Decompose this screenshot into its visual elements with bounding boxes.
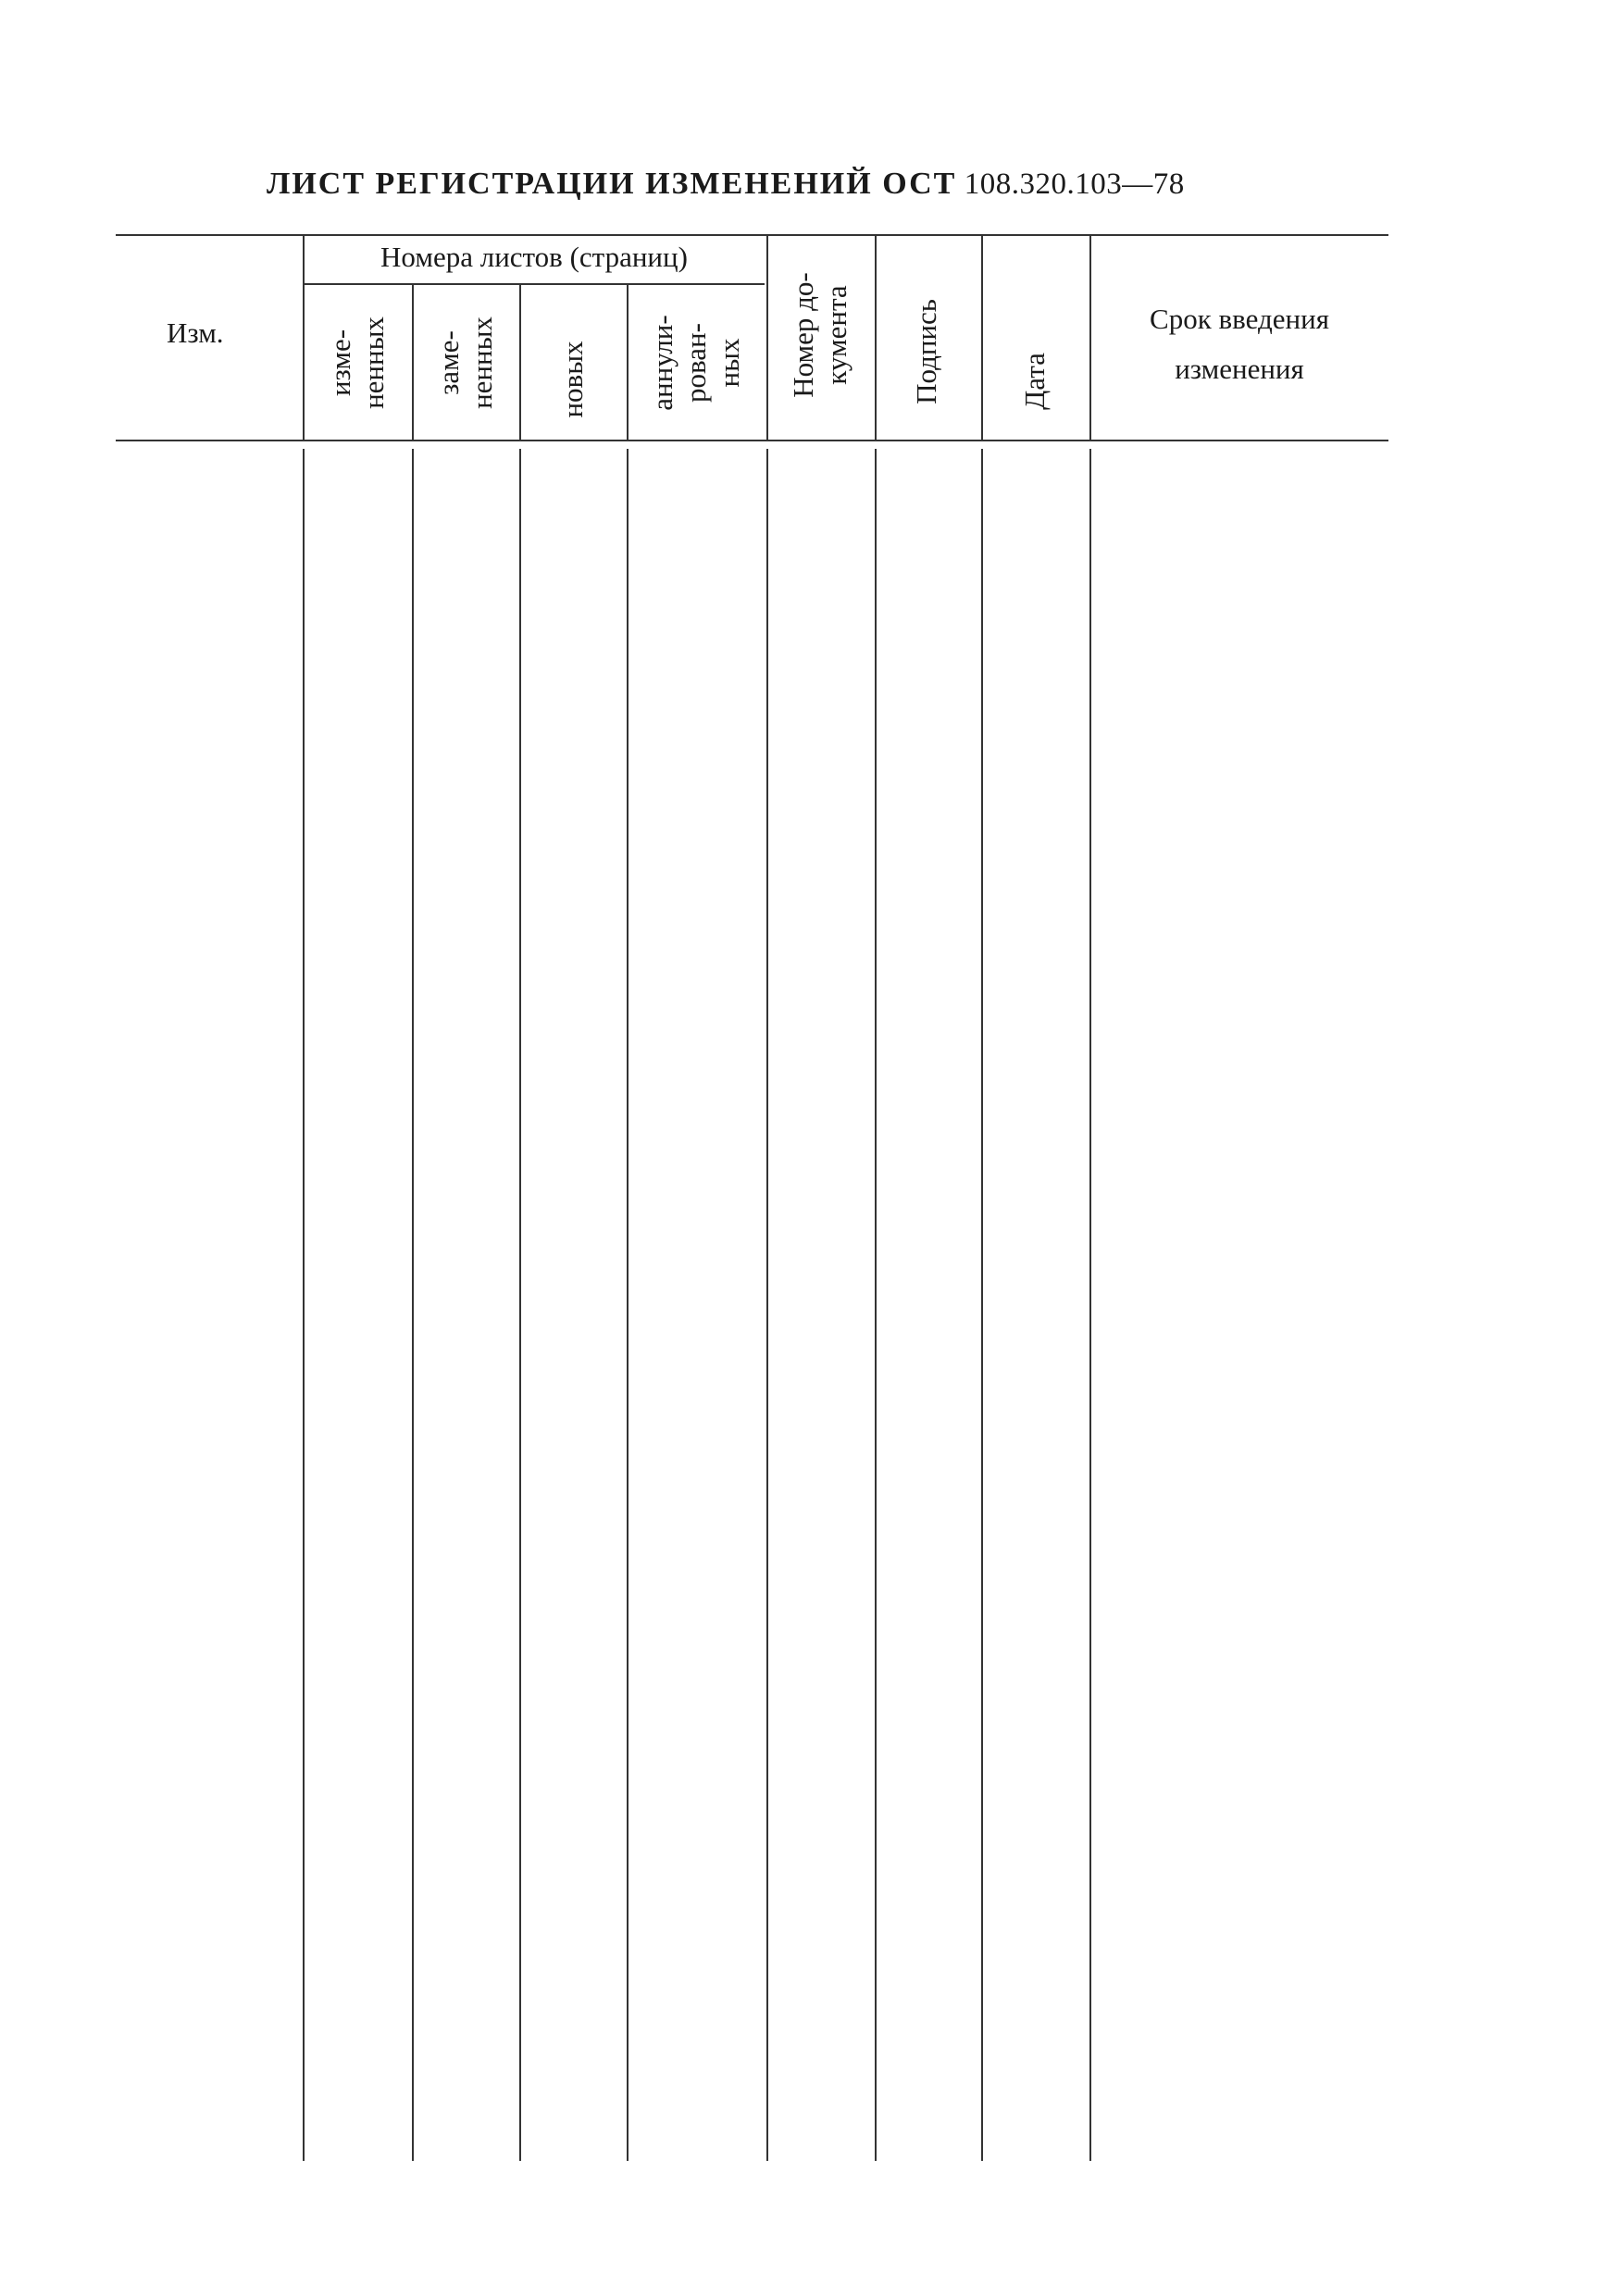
header-line: рован- [679,323,712,403]
column-header-izm: Изм. [167,316,224,349]
body-col-divider-1 [303,449,305,2161]
header-line: изме- [324,329,356,397]
col-divider-8 [1089,236,1091,440]
column-header-novyh [556,341,590,417]
header-line: заме- [432,330,465,395]
col-divider-3 [519,285,521,440]
header-line: Номер до- [787,272,819,398]
col-divider-4 [627,285,629,440]
table-top-rule [116,234,1388,236]
header-line: кумента [820,285,853,385]
header-line: аннули- [646,315,678,411]
header-line: ных [713,338,745,388]
body-col-divider-3 [519,449,521,2161]
body-col-divider-5 [766,449,768,2161]
header-line: ненных [466,316,498,409]
header-line: изменения [1175,353,1304,385]
column-group-header-sheet-numbers: Номера листов (страниц) [380,241,688,273]
header-line: Срок введения [1150,303,1329,335]
col-divider-5 [766,236,768,440]
column-header-annulirovannyh [646,315,746,410]
body-col-divider-7 [981,449,983,2161]
group-header-rule [304,283,765,285]
column-header-nomer-dokumenta [787,272,853,398]
header-line: ненных [357,316,390,409]
column-header-podpis [910,299,943,404]
col-divider-2 [412,285,414,440]
header-line: новых [556,341,589,418]
body-col-divider-4 [627,449,629,2161]
col-divider-7 [981,236,983,440]
header-bottom-rule [116,440,1388,441]
body-col-divider-6 [875,449,877,2161]
column-header-data [1018,353,1052,410]
title-text: ЛИСТ РЕГИСТРАЦИИ ИЗМЕНЕНИЙ ОСТ [267,167,957,201]
title-standard-number: 108.320.103—78 [964,168,1185,201]
body-col-divider-8 [1089,449,1091,2161]
header-line: Дата [1018,353,1051,410]
header-line: Подпись [910,299,942,404]
column-header-izmenennyh [324,316,391,409]
column-header-srok-vvedeniya [1092,294,1387,394]
col-divider-6 [875,236,877,440]
body-col-divider-2 [412,449,414,2161]
column-header-zamenennyh [432,316,499,409]
